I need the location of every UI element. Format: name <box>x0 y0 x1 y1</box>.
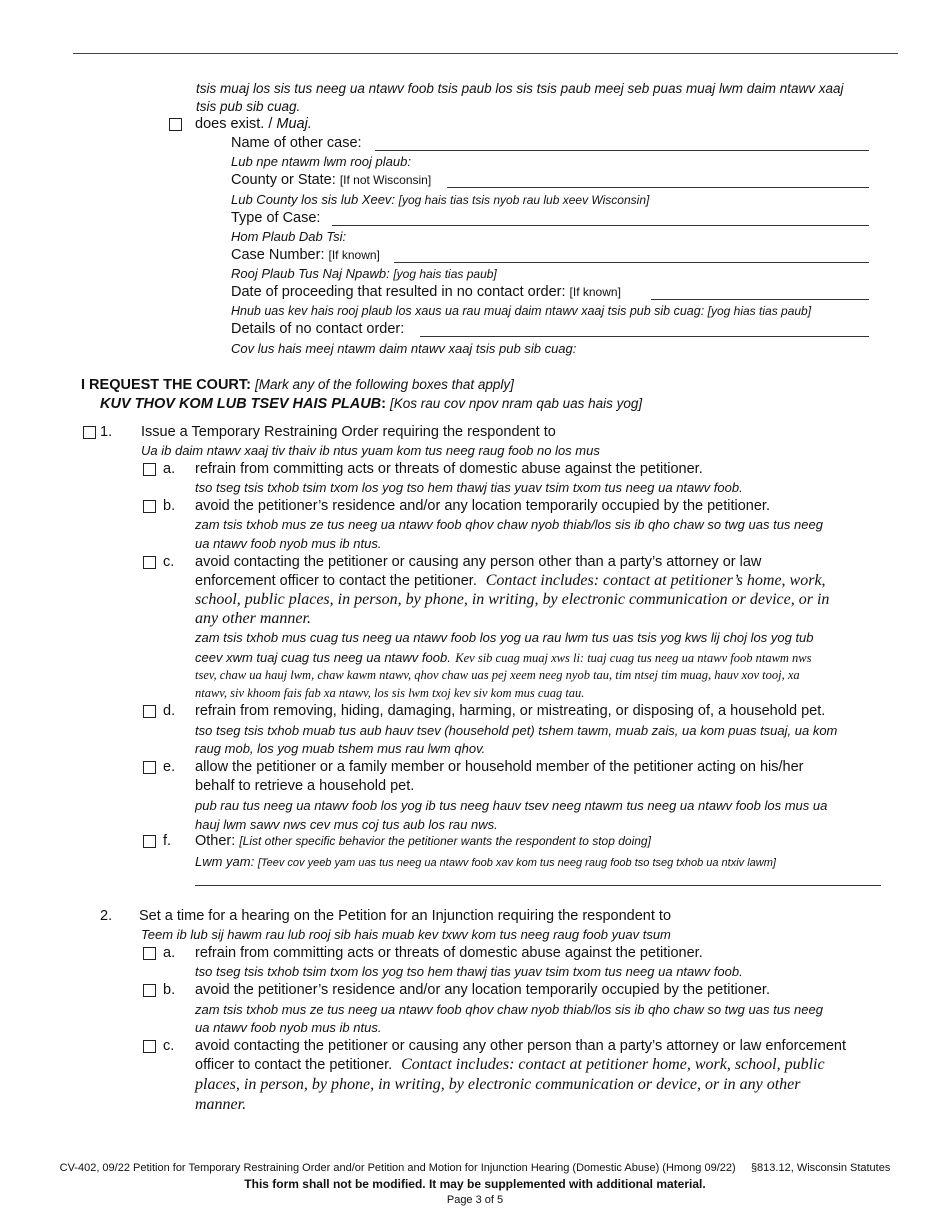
item1f-other-input[interactable] <box>195 885 881 886</box>
footer-page-number: Page 3 of 5 <box>446 1194 504 1206</box>
item1e-checkbox[interactable] <box>143 761 156 774</box>
item1a-letter: a. <box>163 461 176 477</box>
item2c-checkbox[interactable] <box>143 1040 156 1053</box>
field-label-date-of-proceeding: Date of proceeding that resulted in no contact order: [If known] <box>231 284 621 300</box>
item2c-letter: c. <box>163 1038 175 1054</box>
item1d-translation-1: tso tseg tsis txhob muab tus aub hauv tsev (household pet) tshem tawm, muab zais, ua kom puas tsuaj, ua kom <box>195 723 838 738</box>
request-heading: I REQUEST THE COURT: [Mark any of the following boxes that apply] <box>81 377 514 393</box>
item1c-translation-4: ntawv, siv khoom fais fab xa ntawv, los sis lwm txoj kev siv kom mus cuag tau. <box>195 686 585 700</box>
item2b-translation-2: ua ntawv foob nyob mus ib ntus. <box>195 1020 382 1035</box>
item1d-checkbox[interactable] <box>143 705 156 718</box>
type-of-case-input[interactable] <box>332 225 869 226</box>
field-translation-date-of-proceeding: Hnub uas kev hais rooj plaub los xaus ua rau muaj daim ntawv xaaj tsis pub sib cuag: [yog hias tias paub] <box>231 304 812 318</box>
field-translation-case-number: Rooj Plaub Tus Naj Npawb: [yog hais tias paub] <box>231 266 497 281</box>
item1-checkbox[interactable] <box>83 426 96 439</box>
item2c-line-2: officer to contact the petitioner. Contact includes: contact at petitioner home, work, school, public <box>195 1056 825 1073</box>
item1e-translation-2: hauj lwm sawv nws cev mus coj tus aub los rau nws. <box>195 817 498 832</box>
field-label-case-number: Case Number: [If known] <box>231 247 380 263</box>
name-of-case-input[interactable] <box>375 150 869 151</box>
item2a-text: refrain from committing acts or threats of domestic abuse against the petitioner. <box>195 945 703 961</box>
item1c-translation-2: ceev xwm tuaj cuag tus neeg ua ntawv foob. Kev sib cuag muaj xws li: tuaj cuag tus neeg ua ntawv foob ntawm nws <box>195 650 812 665</box>
field-translation-type-of-case: Hom Plaub Dab Tsi: <box>231 229 347 244</box>
item1a-checkbox[interactable] <box>143 463 156 476</box>
item1f-translation: Lwm yam: [Teev cov yeeb yam uas tus neeg ua ntawv foob xav kom tus neeg raug foob tso tseg txhob ua ntxiv lawm] <box>195 854 776 869</box>
item1e-line-1: allow the petitioner or a family member or household member of the petitioner acting on his/her <box>195 759 804 775</box>
item1d-text: refrain from removing, hiding, damaging, harming, or mistreating, or disposing of, a household pet. <box>195 703 826 719</box>
footer-form-info: CV-402, 09/22 Petition for Temporary Restraining Order and/or Petition and Motion for Injunction Hearing (Domestic Abuse) (Hmong 09/22) §813.12, Wisconsin Statutes <box>59 1162 891 1174</box>
request-heading-hmong: KUV THOV KOM LUB TSEV HAIS PLAUB: [Kos rau cov npov nram qab uas hais yog] <box>100 396 643 412</box>
details-input[interactable] <box>420 336 869 337</box>
item2a-letter: a. <box>163 945 176 961</box>
item1c-letter: c. <box>163 554 175 570</box>
does-exist-checkbox[interactable] <box>169 118 182 131</box>
item2-number: 2. <box>100 908 113 924</box>
item1a-text: refrain from committing acts or threats of domestic abuse against the petitioner. <box>195 461 703 477</box>
item1c-checkbox[interactable] <box>143 556 156 569</box>
item1-text: Issue a Temporary Restraining Order requiring the respondent to <box>141 424 556 440</box>
case-number-input[interactable] <box>394 262 869 263</box>
field-translation-details: Cov lus hais meej ntawm daim ntawv xaaj tsis pub sib cuag: <box>231 341 577 356</box>
item1d-letter: d. <box>163 703 176 719</box>
item1c-line-4: any other manner. <box>195 610 311 627</box>
item1f-letter: f. <box>163 833 172 849</box>
item1c-translation-3: tsev, chaw ua hauj lwm, chaw kawm ntawv, qhov chaw uas pej xeem neeg nyob tau, tim ntsej tim muag, hauv xov tooj, xa <box>195 668 800 682</box>
item1c-translation-1: zam tsis txhob mus cuag tus neeg ua ntawv foob los yog ua rau lwm tus uas tsis yog kws lij choj los yog tub <box>195 630 814 645</box>
field-label-type-of-case: Type of Case: <box>231 210 321 226</box>
continuation-line-2: tsis pub sib cuag. <box>196 99 301 114</box>
item2c-line-3: places, in person, by phone, in writing, by electronic communication or device, or in any other <box>195 1076 801 1093</box>
item1-number: 1. <box>100 424 113 440</box>
item2b-checkbox[interactable] <box>143 984 156 997</box>
field-label-county: County or State: [If not Wisconsin] <box>231 172 432 188</box>
county-input[interactable] <box>447 187 869 188</box>
item1b-text: avoid the petitioner’s residence and/or any location temporarily occupied by the petitioner. <box>195 498 770 514</box>
item1c-line-2: enforcement officer to contact the petitioner. Contact includes: contact at petitioner’s home, work, <box>195 572 826 589</box>
item2-text: Set a time for a hearing on the Petition for an Injunction requiring the respondent to <box>139 908 672 924</box>
item2-translation: Teem ib lub sij hawm rau lub rooj sib hais muab kev txwv kom tus neeg raug foob yuav tsum <box>141 927 671 942</box>
item1b-checkbox[interactable] <box>143 500 156 513</box>
item1e-line-2: behalf to retrieve a household pet. <box>195 778 415 794</box>
item2a-translation: tso tseg tsis txhob tsim txom los yog tso hem thawj tias yuav tsim txom tus neeg ua ntawv foob. <box>195 964 743 979</box>
item1f-other-label: Other: [List other specific behavior the petitioner wants the respondent to stop doing] <box>195 833 651 849</box>
continuation-line-1: tsis muaj los sis tus neeg ua ntawv foob tsis paub los sis tsis paub meej seb puas muaj lwm daim ntawv xaaj <box>196 81 844 96</box>
item1d-translation-2: raug mob, los yog muab tshem mus rau lwm qhov. <box>195 741 486 756</box>
field-translation-county: Lub County los sis lub Xeev: [yog hais tias tsis nyob rau lub xeev Wisconsin] <box>231 192 650 207</box>
item2b-text: avoid the petitioner’s residence and/or any location temporarily occupied by the petitioner. <box>195 982 770 998</box>
item1b-translation-2: ua ntawv foob nyob mus ib ntus. <box>195 536 382 551</box>
item1c-line-3: school, public places, in person, by phone, in writing, by electronic communication or device, or in <box>195 591 830 608</box>
item1e-letter: e. <box>163 759 176 775</box>
item2c-line-1: avoid contacting the petitioner or causing any other person than a party’s attorney or law enforcement <box>195 1038 847 1054</box>
field-label-details: Details of no contact order: <box>231 321 405 337</box>
item1-translation: Ua ib daim ntawv xaaj tiv thaiv ib ntus yuam kom tus neeg raug foob no los mus <box>141 443 600 458</box>
footer-notice: This form shall not be modified. It may be supplemented with additional material. <box>244 1177 706 1191</box>
item2c-line-4: manner. <box>195 1096 247 1113</box>
item1c-line-1: avoid contacting the petitioner or causing any person other than a party’s attorney or law <box>195 554 762 570</box>
field-label-name-of-case: Name of other case: <box>231 135 362 151</box>
item1b-letter: b. <box>163 498 176 514</box>
item2a-checkbox[interactable] <box>143 947 156 960</box>
field-translation-name-of-case: Lub npe ntawm lwm rooj plaub: <box>231 154 411 169</box>
item1b-translation-1: zam tsis txhob mus ze tus neeg ua ntawv foob qhov chaw nyob thiab/los sis ib qho chaw so twg uas tus neeg <box>195 517 823 532</box>
item1a-translation: tso tseg tsis txhob tsim txom los yog tso hem thawj tias yuav tsim txom tus neeg ua ntawv foob. <box>195 480 743 495</box>
item1f-checkbox[interactable] <box>143 835 156 848</box>
does-exist-label: does exist. / Muaj. <box>195 116 312 132</box>
item2b-translation-1: zam tsis txhob mus ze tus neeg ua ntawv foob qhov chaw nyob thiab/los sis ib qho chaw so twg uas tus neeg <box>195 1002 823 1017</box>
date-of-proceeding-input[interactable] <box>651 299 869 300</box>
item1e-translation-1: pub rau tus neeg ua ntawv foob los yog ib tus neeg hauv tsev neeg ntawm tus neeg ua ntawv foob los mus ua <box>195 798 828 813</box>
top-rule <box>73 53 898 54</box>
item2b-letter: b. <box>163 982 176 998</box>
